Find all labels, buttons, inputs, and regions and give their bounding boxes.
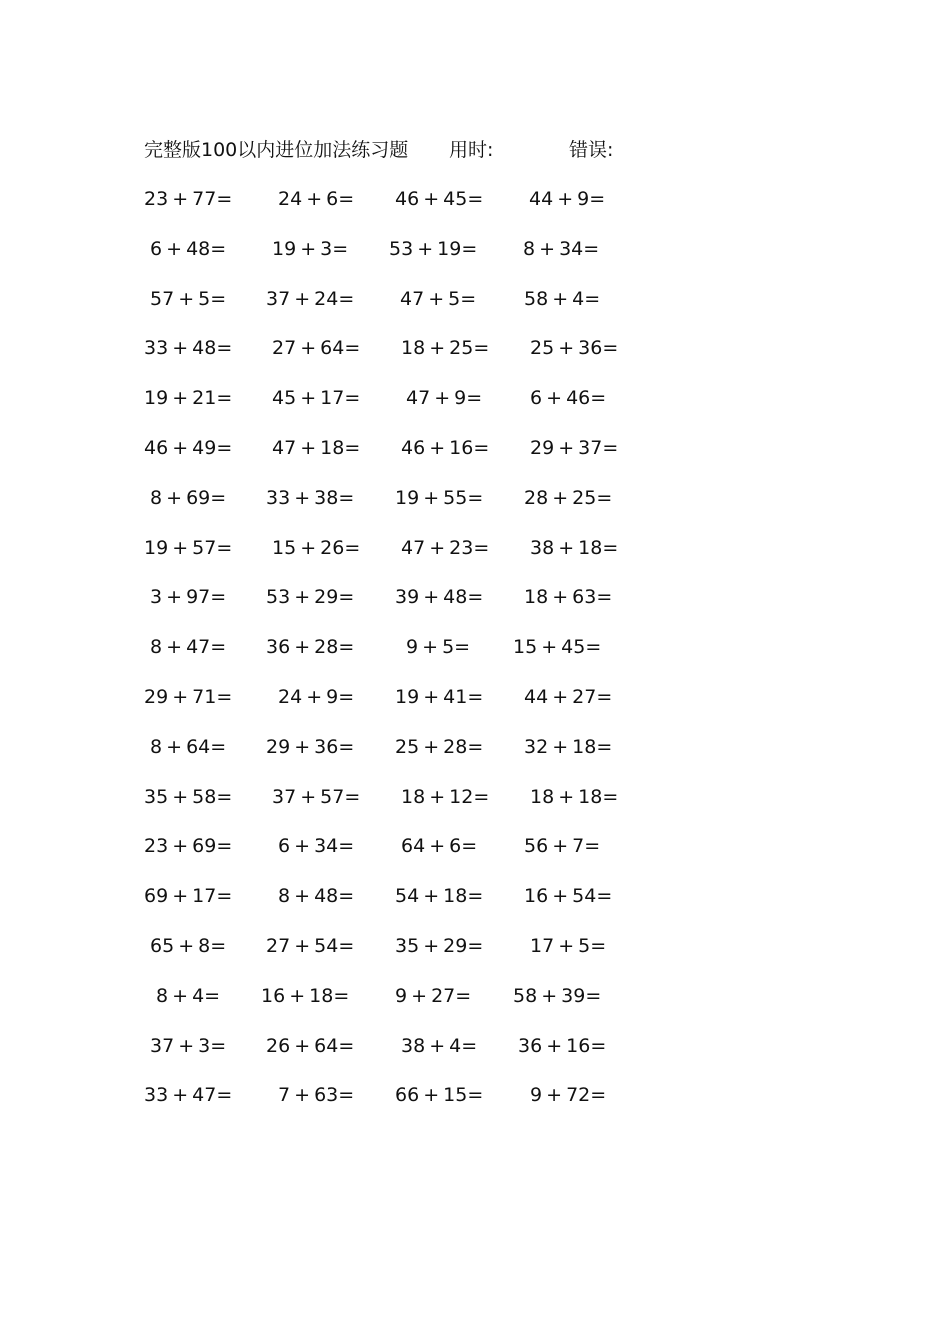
- addition-problem: 38 + 18=: [530, 536, 619, 559]
- addition-problem: 56 + 7=: [524, 835, 601, 858]
- addition-problem: 24 + 6=: [278, 188, 355, 210]
- addition-problem: 65 + 8=: [150, 934, 227, 957]
- problem-row: [0, 384, 950, 434]
- addition-problem: 37 + 57=: [272, 785, 361, 808]
- problem-row: [0, 285, 950, 335]
- addition-problem: 58 + 4=: [524, 287, 601, 310]
- problem-row: [0, 783, 950, 833]
- addition-problem: 38 + 4=: [401, 1034, 478, 1057]
- addition-problem: 27 + 54=: [266, 934, 355, 957]
- problem-row: [0, 932, 950, 982]
- addition-problem: 9 + 5=: [406, 636, 471, 659]
- addition-problem: 18 + 18=: [530, 785, 619, 808]
- addition-problem: 25 + 28=: [395, 735, 484, 758]
- addition-problem: 18 + 12=: [401, 785, 490, 808]
- addition-problem: 35 + 58=: [144, 785, 233, 808]
- addition-problem: 69 + 17=: [144, 885, 233, 908]
- problem-row: [0, 484, 950, 534]
- problem-row: [0, 434, 950, 484]
- addition-problem: 44 + 9=: [529, 188, 606, 210]
- addition-problem: 47 + 23=: [401, 536, 490, 559]
- problem-row: [0, 1081, 950, 1131]
- addition-problem: 9 + 27=: [395, 984, 472, 1007]
- addition-problem: 33 + 48=: [144, 337, 233, 360]
- addition-problem: 46 + 16=: [401, 436, 490, 459]
- problem-grid: [0, 185, 950, 1131]
- addition-problem: 35 + 29=: [395, 934, 484, 957]
- addition-problem: 27 + 64=: [272, 337, 361, 360]
- addition-problem: 37 + 24=: [266, 287, 355, 310]
- addition-problem: 25 + 36=: [530, 337, 619, 360]
- addition-problem: 28 + 25=: [524, 486, 613, 509]
- addition-problem: 33 + 47=: [144, 1084, 233, 1107]
- addition-problem: 47 + 18=: [272, 436, 361, 459]
- addition-problem: 36 + 28=: [266, 636, 355, 659]
- addition-problem: 19 + 41=: [395, 685, 484, 708]
- problem-row: [0, 583, 950, 633]
- problem-row: [0, 683, 950, 733]
- addition-problem: 32 + 18=: [524, 735, 613, 758]
- addition-problem: 8 + 69=: [150, 486, 227, 509]
- addition-problem: 17 + 5=: [530, 934, 607, 957]
- addition-problem: 3 + 97=: [150, 586, 227, 609]
- problem-row: [0, 982, 950, 1032]
- addition-problem: 15 + 26=: [272, 536, 361, 559]
- problem-row: [0, 334, 950, 384]
- addition-problem: 18 + 25=: [401, 337, 490, 360]
- problem-row: [0, 185, 950, 235]
- addition-problem: 29 + 36=: [266, 735, 355, 758]
- addition-problem: 47 + 9=: [406, 387, 483, 410]
- errors-label: 错误:: [569, 139, 614, 161]
- problem-row: [0, 235, 950, 285]
- addition-problem: 29 + 37=: [530, 436, 619, 459]
- problem-row: [0, 882, 950, 932]
- addition-problem: 46 + 45=: [395, 188, 484, 210]
- problem-row: [0, 534, 950, 584]
- time-label: 用时:: [449, 139, 494, 161]
- addition-problem: 45 + 17=: [272, 387, 361, 410]
- addition-problem: 23 + 77=: [144, 188, 233, 210]
- addition-problem: 53 + 29=: [266, 586, 355, 609]
- addition-problem: 8 + 4=: [156, 984, 221, 1007]
- addition-problem: 26 + 64=: [266, 1034, 355, 1057]
- addition-problem: 47 + 5=: [400, 287, 477, 310]
- addition-problem: 44 + 27=: [524, 685, 613, 708]
- addition-problem: 16 + 54=: [524, 885, 613, 908]
- addition-problem: 46 + 49=: [144, 436, 233, 459]
- addition-problem: 6 + 34=: [278, 835, 355, 858]
- addition-problem: 16 + 18=: [261, 984, 350, 1007]
- addition-problem: 57 + 5=: [150, 287, 227, 310]
- problem-row: [0, 832, 950, 882]
- problem-row: [0, 1032, 950, 1082]
- addition-problem: 19 + 21=: [144, 387, 233, 410]
- addition-problem: 19 + 55=: [395, 486, 484, 509]
- addition-problem: 54 + 18=: [395, 885, 484, 908]
- problem-row: [0, 633, 950, 683]
- addition-problem: 7 + 63=: [278, 1084, 355, 1107]
- worksheet-title: 完整版100以内进位加法练习题: [144, 139, 409, 161]
- addition-problem: 18 + 63=: [524, 586, 613, 609]
- addition-problem: 15 + 45=: [513, 636, 602, 659]
- addition-problem: 39 + 48=: [395, 586, 484, 609]
- addition-problem: 37 + 3=: [150, 1034, 227, 1057]
- problem-row: [0, 733, 950, 783]
- addition-problem: 19 + 57=: [144, 536, 233, 559]
- addition-problem: 33 + 38=: [266, 486, 355, 509]
- addition-problem: 6 + 48=: [150, 237, 227, 260]
- addition-problem: 23 + 69=: [144, 835, 233, 858]
- addition-problem: 9 + 72=: [530, 1084, 607, 1107]
- addition-problem: 6 + 46=: [530, 387, 607, 410]
- addition-problem: 8 + 47=: [150, 636, 227, 659]
- addition-problem: 36 + 16=: [518, 1034, 607, 1057]
- addition-problem: 53 + 19=: [389, 237, 478, 260]
- addition-problem: 64 + 6=: [401, 835, 478, 858]
- addition-problem: 8 + 64=: [150, 735, 227, 758]
- addition-problem: 29 + 71=: [144, 685, 233, 708]
- addition-problem: 19 + 3=: [272, 237, 349, 260]
- addition-problem: 24 + 9=: [278, 685, 355, 708]
- addition-problem: 66 + 15=: [395, 1084, 484, 1107]
- addition-problem: 8 + 48=: [278, 885, 355, 908]
- addition-problem: 8 + 34=: [523, 237, 600, 260]
- addition-problem: 58 + 39=: [513, 984, 602, 1007]
